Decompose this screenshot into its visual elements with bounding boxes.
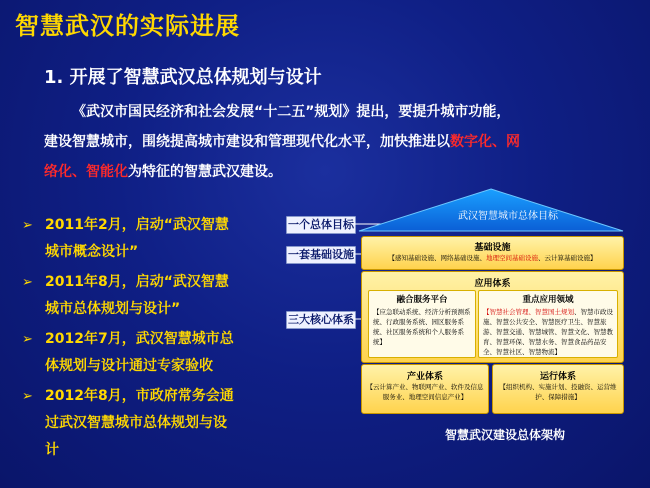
intro-highlight-2: 络化、智能化 <box>44 164 128 180</box>
arrow-bullet-icon: ➢ <box>22 389 33 404</box>
intro-line-1: 《武汉市国民经济和社会发展“十二五”规划》提出，要提升城市功能， <box>72 104 511 120</box>
diagram-caption: 智慧武汉建设总体架构 <box>444 428 565 442</box>
arrow-bullet-icon: ➢ <box>22 275 33 290</box>
application-system-box <box>361 271 624 363</box>
key-areas-box <box>478 290 618 358</box>
industry-system-desc: 【云计算产业、物联网产业、软件及信息服务业、地理空间信息产业】 <box>366 383 484 401</box>
key-areas-desc <box>479 305 617 359</box>
section-heading: 1. 开展了智慧武汉总体规划与设计 <box>44 67 322 88</box>
infrastructure-desc <box>362 253 623 263</box>
timeline-item-line2: 体规划与设计通过专家验收 <box>45 358 213 374</box>
slide-title: 智慧武汉的实际进展 <box>15 12 240 40</box>
infra-desc-red: 地理空间基础设施 <box>486 254 538 262</box>
operations-system-desc: 【组织机构、实施计划、投融资、运营维护、保障措施】 <box>499 383 617 401</box>
timeline-item-line2: 过武汉智慧城市总体规划与设 <box>45 415 227 431</box>
timeline-item-line1: 2012年7月，武汉智慧城市总 <box>45 331 234 347</box>
fusion-platform-box <box>368 290 476 358</box>
infra-desc-b: 、云计算基础设施】 <box>538 254 597 262</box>
intro-highlight-1: 数字化、网 <box>450 134 520 150</box>
intro-line-2-text: 建设智慧城市，围绕提高城市建设和管理现代化水平，加快推进以 <box>44 134 450 150</box>
timeline-item-line1: 2011年8月，启动“武汉智慧 <box>45 274 229 290</box>
arrow-bullet-icon: ➢ <box>22 218 33 233</box>
intro-line-3-text: 为特征的智慧武汉建设。 <box>128 164 282 180</box>
industry-system-box <box>361 364 489 414</box>
operations-system-title: 运行体系 <box>539 372 576 382</box>
timeline-item-line2: 城市总体规划与设计” <box>45 301 181 317</box>
label-core-systems: 三大核心体系 <box>286 311 356 329</box>
label-goal: 一个总体目标 <box>286 216 356 234</box>
industry-system-title: 产业体系 <box>406 372 443 382</box>
timeline-item-line1: 2011年2月，启动“武汉智慧 <box>45 217 229 233</box>
infrastructure-title: 基础设施 <box>474 243 511 253</box>
arrow-bullet-icon: ➢ <box>22 332 33 347</box>
fusion-platform-title: 融合服务平台 <box>396 295 448 305</box>
infra-desc-a: 【感知基础设施、网络基础设施、 <box>388 254 486 262</box>
timeline-item-line3: 计 <box>45 442 59 458</box>
key-areas-desc-text: 、智慧市政设施、智慧公共安全、智慧医疗卫生、智慧旅游、智慧交通、智慧城管、智慧文化、智慧教育、智慧环保、智慧水务、智慧食品药品安全、智慧社区、智慧物流】 <box>483 308 613 356</box>
key-areas-desc-red: 【智慧社会管理、智慧国土规划 <box>483 308 574 316</box>
infrastructure-box <box>361 236 624 270</box>
operations-system-box <box>492 364 624 414</box>
key-areas-title: 重点应用领域 <box>522 295 574 305</box>
timeline-item-line2: 城市概念设计” <box>45 244 139 260</box>
goal-text: 武汉智慧城市总体目标 <box>458 211 558 222</box>
timeline-item-line1: 2012年8月，市政府常务会通 <box>45 388 234 404</box>
application-system-title: 应用体系 <box>474 279 511 289</box>
fusion-platform-desc: 【应急联动系统、经济分析预测系统、行政服务系统、园区服务系统、社区服务系统和个人服务系统】 <box>373 308 471 346</box>
label-infrastructure: 一套基础设施 <box>286 246 356 264</box>
